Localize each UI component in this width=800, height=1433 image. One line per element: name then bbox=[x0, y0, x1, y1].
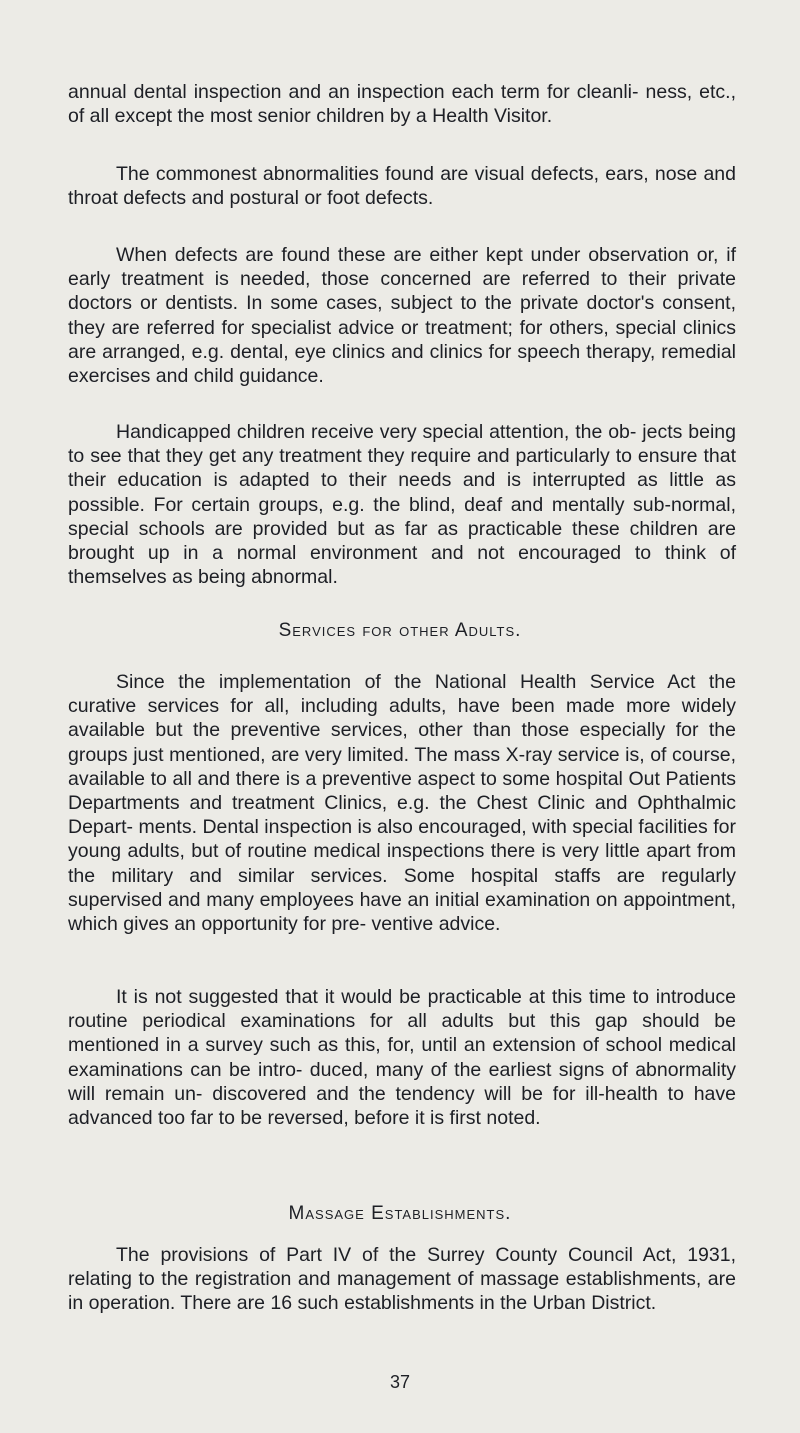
paragraph-abnormalities: The commonest abnormalities found are visual defects, ears, nose and throat defects and postural or foot defects. bbox=[68, 163, 736, 210]
heading-massage-establishments: Massage Establishments. bbox=[288, 1203, 512, 1224]
heading-services-other-adults: Services for other Adults. bbox=[278, 620, 522, 641]
page-number: 37 bbox=[389, 1372, 411, 1392]
paragraph-massage-provisions: The provisions of Part IV of the Surrey County Council Act, 1931, relating to the registration and management of massage establishments, are in operation. There are 16 such establishments in the Urban District. bbox=[68, 1244, 736, 1315]
paragraph-defects-referral: When defects are found these are either kept under observation or, if early treatment is needed, those concerned are referred to their private doctors or dentists. In some cases, subject to the private doctor's consent, they are referred for specialist advice or treatment; for others, special clinics are arranged, e.g. dental, eye clinics and clinics for speech therapy, remedial exercises and child guidance. bbox=[68, 244, 736, 388]
paragraph-handicapped-children: Handicapped children receive very special attention, the ob- jects being to see that they get any treatment they require and particularly to ensure that their education is adapted to their needs and is interrupted as little as possible. For certain groups, e.g. the blind, deaf and mentally sub-normal, special schools are provided but as far as practicable these children are brought up in a normal environment and not encouraged to think of themselves as being abnormal. bbox=[68, 421, 736, 589]
paragraph-nhs-act: Since the implementation of the National Health Service Act the curative services for all, including adults, have been made more widely available but the preventive services, other than those especially for the groups just mentioned, are very limited. The mass X-ray service is, of course, available to all and there is a preventive aspect to some hospital Out Patients Departments and treatment Clinics, e.g. the Chest Clinic and Ophthalmic Depart- ments. Dental inspection is also encouraged, with special facilities for young adults, but of routine medical inspections there is very little apart from the military and similar services. Some hospital staffs are regularly supervised and many employees have an initial examination on appointment, which gives an opportunity for pre- ventive advice. bbox=[68, 671, 736, 936]
paragraph-dental-inspection: annual dental inspection and an inspection each term for cleanli- ness, etc., of all except the most senior children by a Health Visitor. bbox=[68, 81, 736, 128]
paragraph-routine-examinations: It is not suggested that it would be practicable at this time to introduce routine periodical examinations for all adults but this gap should be mentioned in a survey such as this, for, until an extension of school medical examinations can be intro- duced, many of the earliest signs of abnormality will remain un- discovered and the tendency will be for ill-health to have advanced too far to be reversed, before it is first noted. bbox=[68, 986, 736, 1130]
